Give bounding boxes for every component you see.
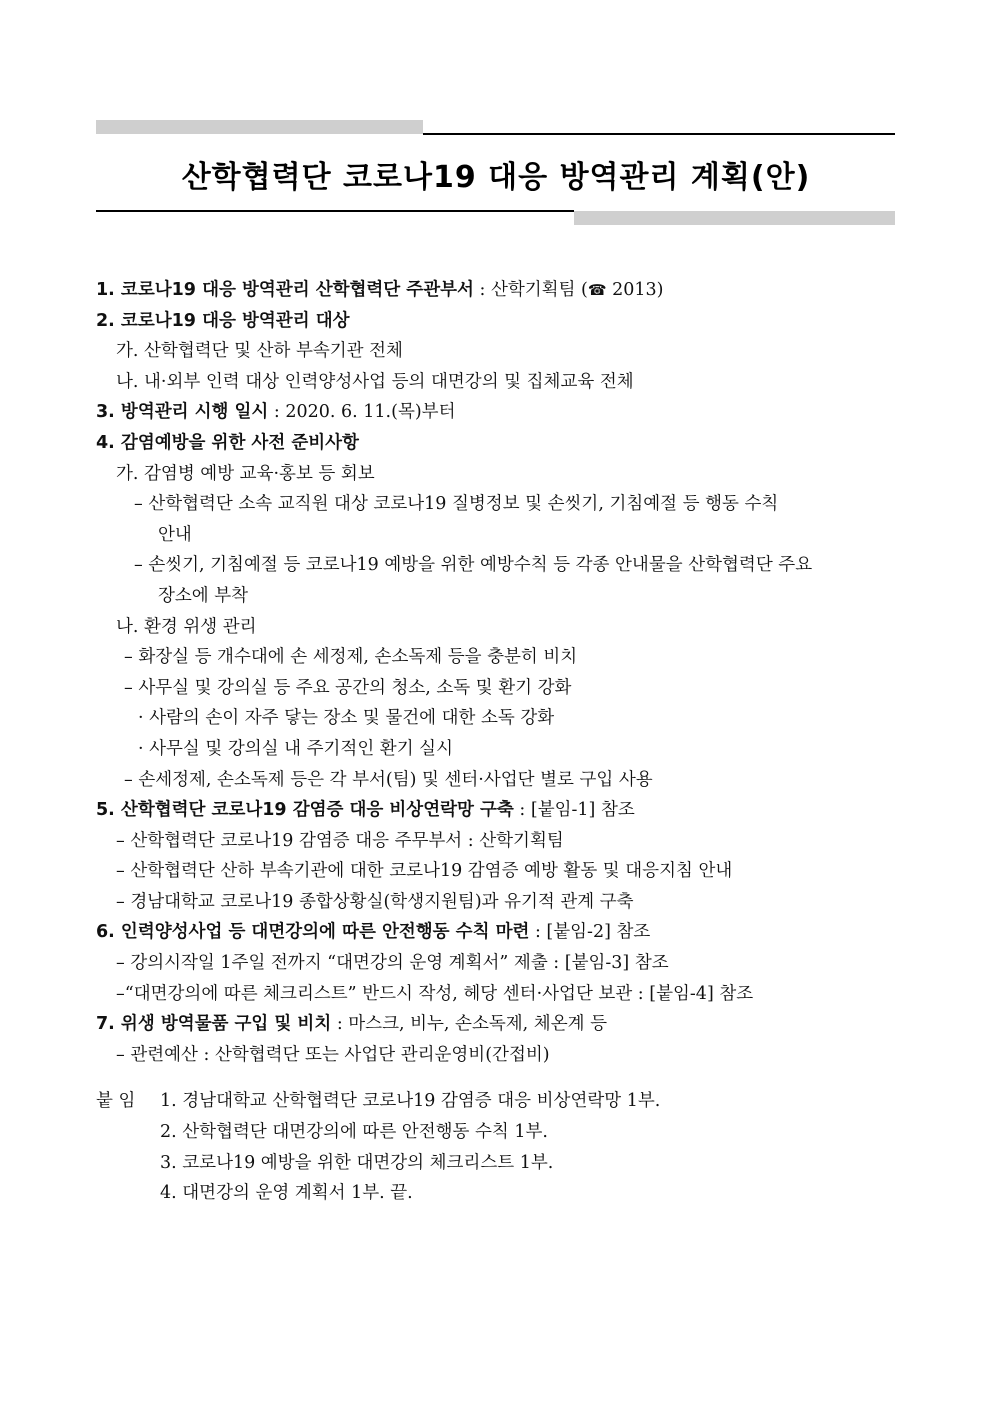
document-body: [96, 275, 896, 1209]
section-4-item-a2-line1: – 손씻기, 기침예절 등 코로나19 예방을 위한 예방수칙 등 각종 안내물을 산학협력단 주요: [134, 555, 813, 576]
section-4-item-b2-sub1: · 사람의 손이 자주 닿는 장소 및 물건에 대한 소독 강화: [138, 708, 555, 729]
section-1-value-pre: : 산학기획팀 (: [473, 280, 588, 300]
attachment-item: 4. 대면강의 운영 계획서 1부. 끝.: [160, 1183, 413, 1204]
section-4-item-b2: – 사무실 및 강의실 등 주요 공간의 청소, 소독 및 환기 강화: [124, 677, 572, 698]
attachment-item: 2. 산학협력단 대면강의에 따른 안전행동 수칙 1부.: [160, 1122, 548, 1143]
attachments-row-1: [96, 1086, 896, 1117]
attachment-item: 1. 경남대학교 산학협력단 코로나19 감염증 대응 비상연락망 1부.: [160, 1091, 661, 1112]
section-3: [96, 397, 896, 428]
section-4-item-b1: – 화장실 등 개수대에 손 세정제, 손소독제 등을 충분히 비치: [124, 647, 578, 668]
section-4-heading: 4. 감염예방을 위한 사전 준비사항: [96, 432, 359, 453]
attachments-label-empty: [96, 1148, 160, 1179]
attachments-row-3: [96, 1148, 896, 1179]
section-6-value: : [붙임-2] 참조: [529, 922, 651, 943]
section-6-item-2: –“대면강의에 따른 체크리스트” 반드시 작성, 헤당 센터·사업단 보관 : [붙임-4] 참조: [116, 983, 754, 1004]
title-bar-bottom-gray: [574, 211, 895, 225]
section-4-item-a2-line2: 장소에 부착: [158, 585, 249, 606]
section-7: [96, 1009, 896, 1040]
section-7-value: : 마스크, 비누, 손소독제, 체온계 등: [331, 1014, 607, 1035]
section-2-item-b: 나. 내·외부 인력 대상 인력양성사업 등의 대면강의 및 집체교육 전체: [116, 371, 634, 392]
attachments-label-empty: [96, 1178, 160, 1209]
attachment-item: 3. 코로나19 예방을 위한 대면강의 체크리스트 1부.: [160, 1152, 554, 1173]
section-3-heading: 3. 방역관리 시행 일시: [96, 402, 269, 423]
section-2-item-a: 가. 산학협력단 및 산하 부속기관 전체: [116, 341, 403, 362]
title-bar-bottom-line: [96, 210, 574, 212]
section-1: [96, 275, 896, 306]
section-7-heading: 7. 위생 방역물품 구입 및 비치: [96, 1014, 332, 1035]
section-4-item-a1-line2: 안내: [158, 524, 192, 545]
attachments-row-4: [96, 1178, 896, 1209]
section-1-heading: 1. 코로나19 대응 방역관리 산학협력단 주관부서: [96, 280, 474, 300]
attachments-label-empty: [96, 1117, 160, 1148]
section-5: [96, 795, 896, 826]
section-1-value-post: 2013): [606, 280, 664, 300]
section-5-value: : [붙임-1] 참조: [513, 800, 635, 821]
section-4-item-b3: – 손세정제, 손소독제 등은 각 부서(팀) 및 센터·사업단 별로 구입 사용: [124, 769, 653, 790]
section-6: [96, 917, 896, 948]
section-2-heading: 2. 코로나19 대응 방역관리 대상: [96, 310, 350, 331]
section-5-item-1: – 산학협력단 코로나19 감염증 대응 주무부서 : 산학기획팀: [116, 830, 564, 851]
section-3-value: : 2020. 6. 11.(목)부터: [268, 402, 456, 423]
attachments-row-2: [96, 1117, 896, 1148]
attachments-label: 붙 임: [96, 1091, 136, 1112]
section-5-item-2: – 산학협력단 산하 부속기관에 대한 코로나19 감염증 예방 활동 및 대응지침 안내: [116, 861, 733, 882]
document-title: 산학협력단 코로나19 대응 방역관리 계획(안): [181, 160, 811, 195]
section-4-item-b: 나. 환경 위생 관리: [116, 616, 257, 637]
section-7-item-1: – 관련예산 : 산학협력단 또는 사업단 관리운영비(간접비): [116, 1044, 550, 1065]
section-4-item-a: 가. 감염병 예방 교육·홍보 등 회보: [116, 463, 375, 484]
section-6-heading: 6. 인력양성사업 등 대면강의에 따른 안전행동 수칙 마련: [96, 922, 530, 943]
section-4-item-b2-sub2: · 사무실 및 강의실 내 주기적인 환기 실시: [138, 738, 453, 759]
phone-icon: ☎: [587, 281, 607, 299]
section-5-item-3: – 경남대학교 코로나19 종합상황실(학생지원팀)과 유기적 관계 구축: [116, 891, 634, 912]
section-4-item-a1-line1: – 산학협력단 소속 교직원 대상 코로나19 질병정보 및 손씻기, 기침예절 등 행동 수칙: [134, 494, 779, 515]
title-bar-top-gray: [96, 120, 423, 134]
section-6-item-1: – 강의시작일 1주일 전까지 “대면강의 운영 계획서” 제출 : [붙임-3] 참조: [116, 953, 669, 974]
title-bar-top-line: [423, 133, 895, 135]
section-5-heading: 5. 산학협력단 코로나19 감염증 대응 비상연락망 구축: [96, 800, 514, 821]
attachments-spacer: [96, 1070, 896, 1086]
